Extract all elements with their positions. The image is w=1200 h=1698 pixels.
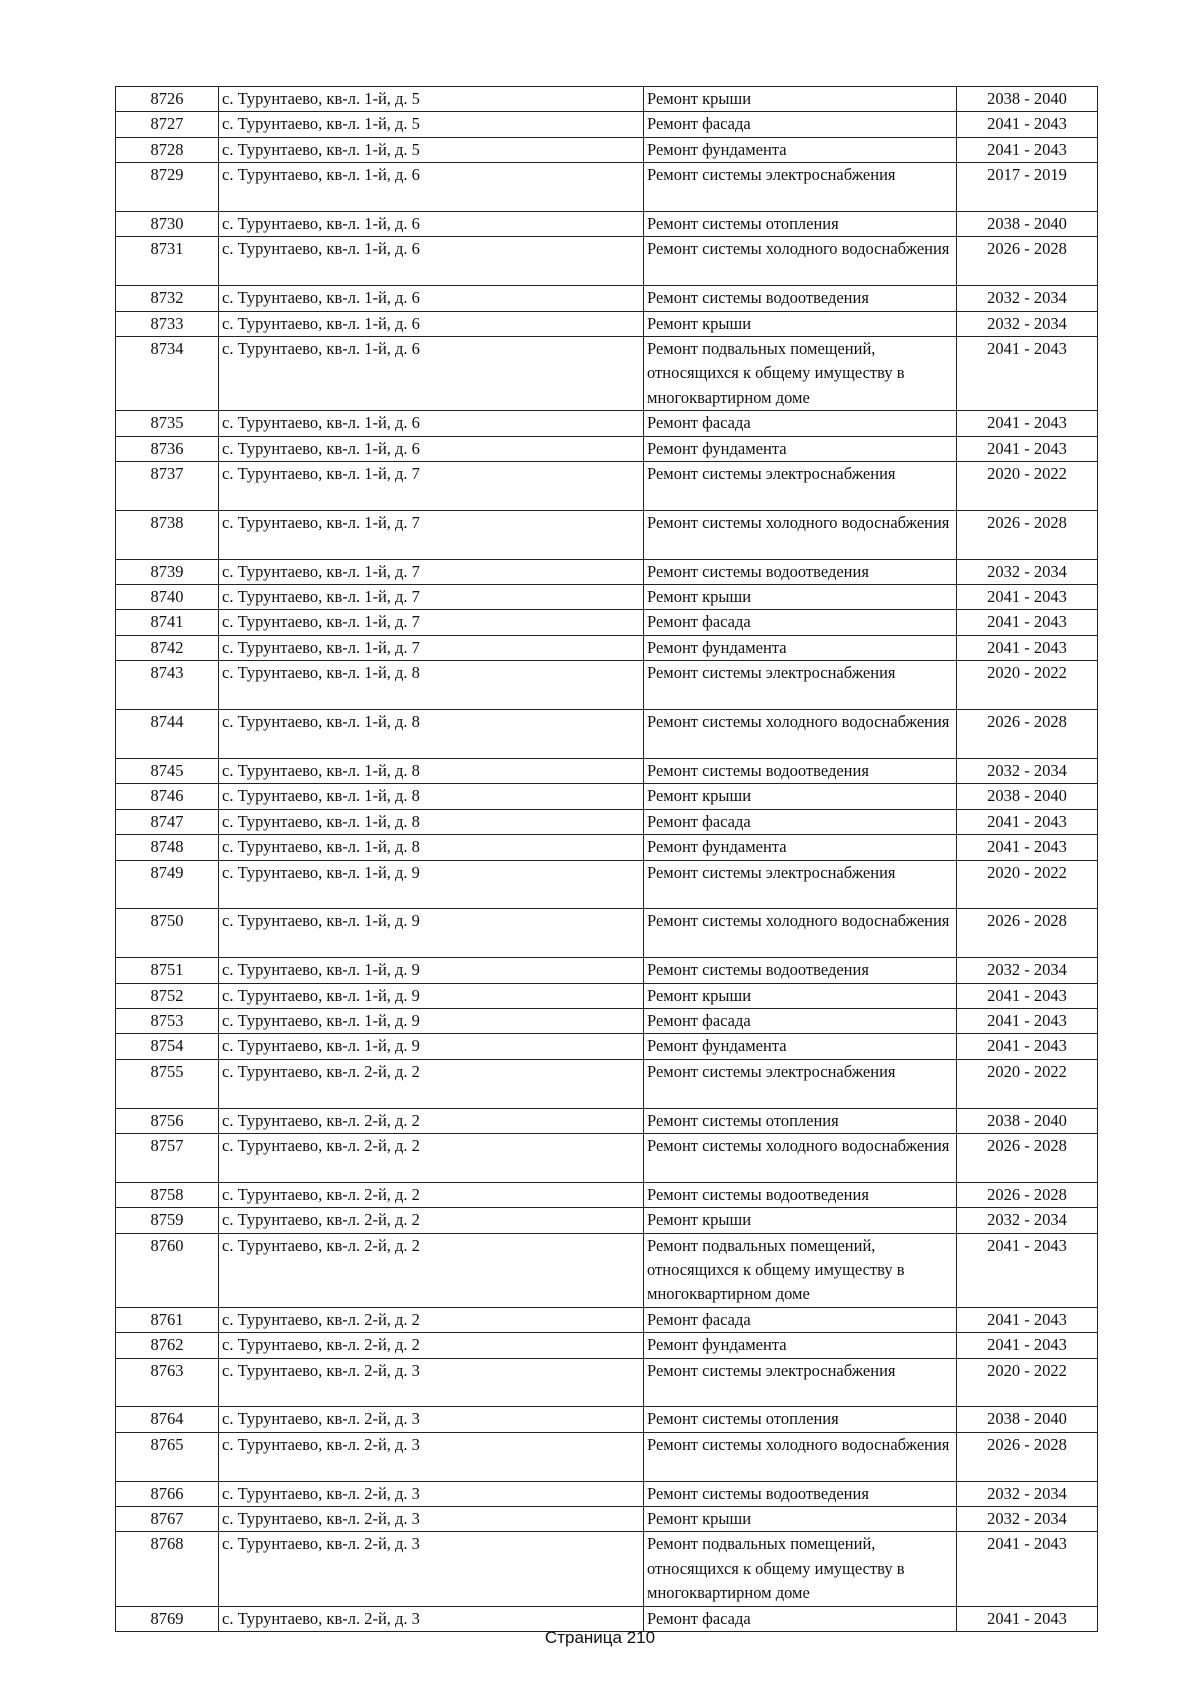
row-number-cell: 8753 [116,1008,219,1033]
row-number-cell: 8729 [116,163,219,212]
period-cell: 2041 - 2043 [957,835,1098,860]
table-row [116,1307,1098,1332]
row-number-cell: 8749 [116,860,219,909]
row-number-cell: 8741 [116,610,219,635]
table-row [116,909,1098,958]
work-type-cell: Ремонт фундамента [644,835,957,860]
row-number-cell: 8740 [116,585,219,610]
table-row [116,809,1098,834]
row-number-cell: 8762 [116,1333,219,1358]
address-cell: с. Турунтаево, кв-л. 2-й, д. 2 [219,1059,644,1108]
address-cell: с. Турунтаево, кв-л. 1-й, д. 5 [219,87,644,112]
row-number-cell: 8757 [116,1133,219,1182]
table-row [116,1333,1098,1358]
work-type-cell: Ремонт фасада [644,411,957,436]
table-row [116,585,1098,610]
table-row [116,958,1098,983]
work-type-cell: Ремонт системы электроснабжения [644,462,957,511]
period-cell: 2041 - 2043 [957,1008,1098,1033]
row-number-cell: 8746 [116,784,219,809]
work-type-cell: Ремонт системы электроснабжения [644,661,957,710]
period-cell: 2020 - 2022 [957,860,1098,909]
address-cell: с. Турунтаево, кв-л. 2-й, д. 3 [219,1532,644,1606]
period-cell: 2026 - 2028 [957,1133,1098,1182]
table-row [116,1358,1098,1407]
table-row [116,860,1098,909]
table-row [116,758,1098,783]
work-type-cell: Ремонт системы водоотведения [644,1182,957,1207]
address-cell: с. Турунтаево, кв-л. 1-й, д. 8 [219,710,644,759]
page-number: Страница 210 [544,1628,656,1647]
address-cell: с. Турунтаево, кв-л. 1-й, д. 9 [219,909,644,958]
period-cell: 2038 - 2040 [957,1407,1098,1432]
address-cell: с. Турунтаево, кв-л. 1-й, д. 9 [219,1008,644,1033]
work-type-cell: Ремонт крыши [644,1208,957,1233]
period-cell: 2041 - 2043 [957,1333,1098,1358]
table-row [116,1233,1098,1307]
row-number-cell: 8754 [116,1034,219,1059]
period-cell: 2032 - 2034 [957,559,1098,584]
address-cell: с. Турунтаево, кв-л. 2-й, д. 3 [219,1407,644,1432]
address-cell: с. Турунтаево, кв-л. 1-й, д. 6 [219,212,644,237]
address-cell: с. Турунтаево, кв-л. 2-й, д. 3 [219,1358,644,1407]
address-cell: с. Турунтаево, кв-л. 1-й, д. 6 [219,337,644,411]
row-number-cell: 8737 [116,462,219,511]
period-cell: 2026 - 2028 [957,1432,1098,1481]
row-number-cell: 8730 [116,212,219,237]
work-type-cell: Ремонт системы водоотведения [644,286,957,311]
table-row [116,286,1098,311]
period-cell: 2041 - 2043 [957,137,1098,162]
row-number-cell: 8738 [116,510,219,559]
table-row [116,610,1098,635]
row-number-cell: 8756 [116,1108,219,1133]
work-type-cell: Ремонт системы отопления [644,1407,957,1432]
period-cell: 2032 - 2034 [957,958,1098,983]
row-number-cell: 8748 [116,835,219,860]
work-type-cell: Ремонт фасада [644,1008,957,1033]
row-number-cell: 8765 [116,1432,219,1481]
work-type-cell: Ремонт системы электроснабжения [644,860,957,909]
work-type-cell: Ремонт фундамента [644,436,957,461]
work-type-cell: Ремонт системы водоотведения [644,958,957,983]
period-cell: 2041 - 2043 [957,585,1098,610]
address-cell: с. Турунтаево, кв-л. 2-й, д. 2 [219,1208,644,1233]
address-cell: с. Турунтаево, кв-л. 1-й, д. 6 [219,311,644,336]
row-number-cell: 8768 [116,1532,219,1606]
address-cell: с. Турунтаево, кв-л. 1-й, д. 7 [219,559,644,584]
work-type-cell: Ремонт фасада [644,112,957,137]
address-cell: с. Турунтаево, кв-л. 2-й, д. 2 [219,1307,644,1332]
row-number-cell: 8745 [116,758,219,783]
period-cell: 2041 - 2043 [957,983,1098,1008]
address-cell: с. Турунтаево, кв-л. 1-й, д. 8 [219,809,644,834]
address-cell: с. Турунтаево, кв-л. 1-й, д. 8 [219,758,644,783]
period-cell: 2041 - 2043 [957,1606,1098,1631]
table-row [116,1432,1098,1481]
table-row [116,1407,1098,1432]
period-cell: 2020 - 2022 [957,462,1098,511]
table-row [116,337,1098,411]
period-cell: 2041 - 2043 [957,1532,1098,1606]
work-type-cell: Ремонт системы электроснабжения [644,1358,957,1407]
period-cell: 2020 - 2022 [957,1059,1098,1108]
work-type-cell: Ремонт фундамента [644,1034,957,1059]
address-cell: с. Турунтаево, кв-л. 1-й, д. 9 [219,860,644,909]
work-type-cell: Ремонт системы отопления [644,212,957,237]
address-cell: с. Турунтаево, кв-л. 1-й, д. 7 [219,510,644,559]
period-cell: 2038 - 2040 [957,784,1098,809]
address-cell: с. Турунтаево, кв-л. 1-й, д. 6 [219,411,644,436]
work-type-cell: Ремонт крыши [644,1506,957,1531]
table-row [116,1133,1098,1182]
table-row [116,311,1098,336]
period-cell: 2017 - 2019 [957,163,1098,212]
table-row [116,710,1098,759]
address-cell: с. Турунтаево, кв-л. 1-й, д. 6 [219,163,644,212]
row-number-cell: 8759 [116,1208,219,1233]
table-row [116,635,1098,660]
address-cell: с. Турунтаево, кв-л. 2-й, д. 2 [219,1182,644,1207]
work-type-cell: Ремонт фасада [644,610,957,635]
row-number-cell: 8744 [116,710,219,759]
period-cell: 2041 - 2043 [957,112,1098,137]
row-number-cell: 8726 [116,87,219,112]
row-number-cell: 8735 [116,411,219,436]
row-number-cell: 8769 [116,1606,219,1631]
row-number-cell: 8731 [116,237,219,286]
table-row [116,983,1098,1008]
period-cell: 2038 - 2040 [957,87,1098,112]
period-cell: 2026 - 2028 [957,1182,1098,1207]
row-number-cell: 8752 [116,983,219,1008]
period-cell: 2041 - 2043 [957,1233,1098,1307]
table-row [116,1034,1098,1059]
address-cell: с. Турунтаево, кв-л. 2-й, д. 2 [219,1333,644,1358]
address-cell: с. Турунтаево, кв-л. 1-й, д. 6 [219,436,644,461]
row-number-cell: 8728 [116,137,219,162]
row-number-cell: 8767 [116,1506,219,1531]
work-type-cell: Ремонт фасада [644,809,957,834]
table-row [116,112,1098,137]
period-cell: 2041 - 2043 [957,436,1098,461]
period-cell: 2032 - 2034 [957,1506,1098,1531]
row-number-cell: 8761 [116,1307,219,1332]
period-cell: 2032 - 2034 [957,1481,1098,1506]
table-row [116,1108,1098,1133]
table-row [116,411,1098,436]
period-cell: 2041 - 2043 [957,635,1098,660]
work-type-cell: Ремонт системы холодного водоснабжения [644,1432,957,1481]
work-type-cell: Ремонт крыши [644,311,957,336]
table-row [116,1208,1098,1233]
period-cell: 2041 - 2043 [957,1307,1098,1332]
work-type-cell: Ремонт крыши [644,983,957,1008]
address-cell: с. Турунтаево, кв-л. 1-й, д. 9 [219,1034,644,1059]
work-type-cell: Ремонт системы холодного водоснабжения [644,510,957,559]
work-type-cell: Ремонт фасада [644,1606,957,1631]
work-type-cell: Ремонт крыши [644,585,957,610]
work-type-cell: Ремонт подвальных помещений, относящихся к общему имуществу в многоквартирном доме [644,337,957,411]
document-sheet [115,86,1097,1632]
address-cell: с. Турунтаево, кв-л. 2-й, д. 2 [219,1233,644,1307]
period-cell: 2032 - 2034 [957,758,1098,783]
table-row [116,835,1098,860]
period-cell: 2032 - 2034 [957,286,1098,311]
table-row [116,237,1098,286]
address-cell: с. Турунтаево, кв-л. 1-й, д. 8 [219,784,644,809]
work-type-cell: Ремонт системы холодного водоснабжения [644,909,957,958]
work-type-cell: Ремонт крыши [644,784,957,809]
period-cell: 2026 - 2028 [957,237,1098,286]
address-cell: с. Турунтаево, кв-л. 2-й, д. 2 [219,1108,644,1133]
period-cell: 2026 - 2028 [957,909,1098,958]
address-cell: с. Турунтаево, кв-л. 1-й, д. 7 [219,585,644,610]
period-cell: 2038 - 2040 [957,1108,1098,1133]
row-number-cell: 8736 [116,436,219,461]
table-row [116,661,1098,710]
row-number-cell: 8743 [116,661,219,710]
address-cell: с. Турунтаево, кв-л. 2-й, д. 3 [219,1432,644,1481]
period-cell: 2041 - 2043 [957,809,1098,834]
row-number-cell: 8739 [116,559,219,584]
period-cell: 2038 - 2040 [957,212,1098,237]
address-cell: с. Турунтаево, кв-л. 2-й, д. 3 [219,1506,644,1531]
table-row [116,1008,1098,1033]
work-type-cell: Ремонт фундамента [644,137,957,162]
table-row [116,510,1098,559]
row-number-cell: 8732 [116,286,219,311]
work-type-cell: Ремонт фундамента [644,635,957,660]
address-cell: с. Турунтаево, кв-л. 1-й, д. 6 [219,237,644,286]
table-row [116,87,1098,112]
work-type-cell: Ремонт системы водоотведения [644,758,957,783]
period-cell: 2032 - 2034 [957,1208,1098,1233]
address-cell: с. Турунтаево, кв-л. 2-й, д. 3 [219,1481,644,1506]
work-type-cell: Ремонт системы холодного водоснабжения [644,237,957,286]
work-type-cell: Ремонт системы отопления [644,1108,957,1133]
row-number-cell: 8764 [116,1407,219,1432]
work-type-cell: Ремонт системы водоотведения [644,559,957,584]
table-row [116,137,1098,162]
work-type-cell: Ремонт подвальных помещений, относящихся к общему имуществу в многоквартирном доме [644,1532,957,1606]
table-row [116,559,1098,584]
work-type-cell: Ремонт системы электроснабжения [644,163,957,212]
row-number-cell: 8750 [116,909,219,958]
work-type-cell: Ремонт системы электроснабжения [644,1059,957,1108]
table-row [116,1532,1098,1606]
table-row [116,462,1098,511]
table-body [116,87,1098,1632]
period-cell: 2041 - 2043 [957,1034,1098,1059]
row-number-cell: 8727 [116,112,219,137]
address-cell: с. Турунтаево, кв-л. 1-й, д. 8 [219,835,644,860]
row-number-cell: 8751 [116,958,219,983]
address-cell: с. Турунтаево, кв-л. 1-й, д. 5 [219,112,644,137]
period-cell: 2041 - 2043 [957,610,1098,635]
table-row [116,1506,1098,1531]
row-number-cell: 8760 [116,1233,219,1307]
period-cell: 2032 - 2034 [957,311,1098,336]
row-number-cell: 8758 [116,1182,219,1207]
row-number-cell: 8733 [116,311,219,336]
address-cell: с. Турунтаево, кв-л. 1-й, д. 6 [219,286,644,311]
row-number-cell: 8766 [116,1481,219,1506]
period-cell: 2041 - 2043 [957,337,1098,411]
address-cell: с. Турунтаево, кв-л. 1-й, д. 7 [219,610,644,635]
period-cell: 2026 - 2028 [957,710,1098,759]
address-cell: с. Турунтаево, кв-л. 1-й, д. 8 [219,661,644,710]
row-number-cell: 8763 [116,1358,219,1407]
work-type-cell: Ремонт фундамента [644,1333,957,1358]
table-row [116,163,1098,212]
table-row [116,436,1098,461]
address-cell: с. Турунтаево, кв-л. 1-й, д. 7 [219,462,644,511]
row-number-cell: 8742 [116,635,219,660]
address-cell: с. Турунтаево, кв-л. 2-й, д. 2 [219,1133,644,1182]
address-cell: с. Турунтаево, кв-л. 1-й, д. 9 [219,958,644,983]
row-number-cell: 8755 [116,1059,219,1108]
address-cell: с. Турунтаево, кв-л. 1-й, д. 9 [219,983,644,1008]
address-cell: с. Турунтаево, кв-л. 2-й, д. 3 [219,1606,644,1631]
work-type-cell: Ремонт системы холодного водоснабжения [644,710,957,759]
work-type-cell: Ремонт подвальных помещений, относящихся к общему имуществу в многоквартирном доме [644,1233,957,1307]
table-row [116,212,1098,237]
row-number-cell: 8747 [116,809,219,834]
work-type-cell: Ремонт фасада [644,1307,957,1332]
period-cell: 2020 - 2022 [957,661,1098,710]
period-cell: 2041 - 2043 [957,411,1098,436]
table-row [116,1481,1098,1506]
work-type-cell: Ремонт системы холодного водоснабжения [644,1133,957,1182]
repair-schedule-table [115,86,1098,1632]
table-row [116,1182,1098,1207]
period-cell: 2026 - 2028 [957,510,1098,559]
period-cell: 2020 - 2022 [957,1358,1098,1407]
table-row [116,784,1098,809]
row-number-cell: 8734 [116,337,219,411]
work-type-cell: Ремонт крыши [644,87,957,112]
table-row [116,1059,1098,1108]
work-type-cell: Ремонт системы водоотведения [644,1481,957,1506]
address-cell: с. Турунтаево, кв-л. 1-й, д. 5 [219,137,644,162]
address-cell: с. Турунтаево, кв-л. 1-й, д. 7 [219,635,644,660]
